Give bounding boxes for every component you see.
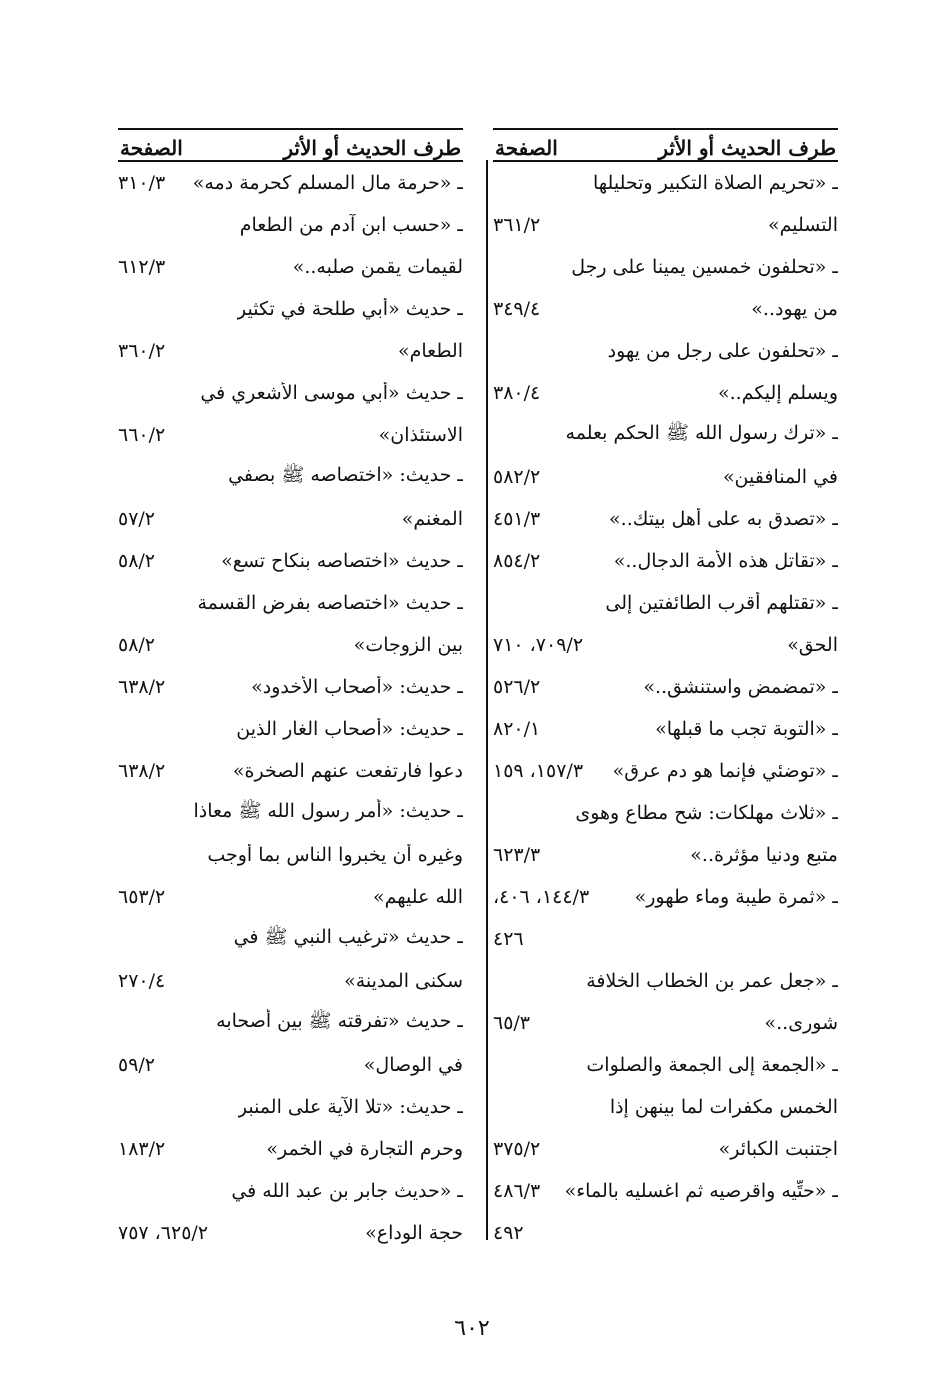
- index-line: [118, 1212, 463, 1254]
- entry-page-ref: ٢٧٠/٤: [118, 970, 166, 992]
- index-line: [493, 456, 838, 498]
- index-line: [118, 708, 463, 750]
- header-topic: طرف الحديث أو الأثر: [658, 136, 836, 160]
- entry-text: الخمس مكفرات لما بينهن إذا: [609, 1096, 838, 1118]
- index-line: [118, 666, 463, 708]
- column-divider: [486, 160, 488, 1240]
- index-line: [118, 162, 463, 204]
- index-line: [118, 372, 463, 414]
- entry-page-ref: ٦٦٠/٢: [118, 424, 166, 446]
- index-line: [493, 540, 838, 582]
- index-line: [493, 204, 838, 246]
- index-line: [118, 414, 463, 456]
- entry-text: ـ حديث «أبي موسى الأشعري في: [200, 382, 463, 404]
- entry-text: من يهود..»: [751, 298, 838, 320]
- entry-text: ـ «حسب ابن آدم من الطعام: [239, 214, 463, 236]
- entry-page-ref: ٨٢٠/١: [493, 718, 541, 740]
- header-page: الصفحة: [120, 136, 183, 160]
- index-line: [493, 1086, 838, 1128]
- index-line: [493, 876, 838, 918]
- entry-text: ـ «تحريم الصلاة التكبير وتحليلها: [593, 172, 838, 194]
- entry-text: الاستئذان»: [378, 424, 463, 446]
- index-line: [493, 498, 838, 540]
- entry-text: لقيمات يقمن صلبه..»: [292, 256, 463, 278]
- entry-page-ref: ٦٢٥/٢، ٧٥٧: [118, 1222, 209, 1244]
- index-line: [118, 624, 463, 666]
- index-line: [118, 750, 463, 792]
- entry-text: ـ «تحلفون على رجل من يهود: [607, 340, 838, 362]
- entry-text: دعوا فارتفعت عنهم الصخرة»: [232, 760, 463, 782]
- entry-page-ref: ٣٦٠/٢: [118, 340, 166, 362]
- index-line: [118, 1086, 463, 1128]
- index-line: [118, 330, 463, 372]
- entry-text: ـ «تحلفون خمسين يمينا على رجل: [571, 256, 838, 278]
- entry-text: ـ «التوبة تجب ما قبلها»: [655, 718, 838, 740]
- index-line: [493, 330, 838, 372]
- index-line: [118, 834, 463, 876]
- index-line: [493, 1044, 838, 1086]
- entry-text: ويسلم إليكم..»: [717, 382, 838, 404]
- index-line: [493, 372, 838, 414]
- index-line: [118, 246, 463, 288]
- entry-text: ـ حديث: «تلا الآية على المنبر: [237, 1096, 463, 1118]
- index-line: [493, 414, 838, 456]
- entry-page-ref: ٣٦١/٢: [493, 214, 541, 236]
- entry-text: المغنم»: [401, 508, 463, 530]
- entry-text: ـ حديث: «أمر رسول الله ﷺ معاذا: [193, 800, 463, 822]
- index-line: [118, 1044, 463, 1086]
- entry-page-ref: ٦٣٨/٢: [118, 676, 166, 698]
- header-topic: طرف الحديث أو الأثر: [283, 136, 461, 160]
- entry-page-ref: ٥٧/٢: [118, 508, 156, 530]
- entry-text: ـ «حتِّيه واقرصيه ثم اغسليه بالماء»: [564, 1180, 838, 1202]
- entry-text: ـ «ثمرة طيبة وماء طهور»: [634, 886, 838, 908]
- entry-text: ـ حديث «أبي طلحة في تكثير: [237, 298, 463, 320]
- entry-text: شورى..»: [764, 1012, 838, 1034]
- entry-text: حجة الوداع»: [365, 1222, 463, 1244]
- entry-text: ـ «تصدق به على أهل بيتك..»: [609, 508, 838, 530]
- entry-text: ـ «ثلاث مهلكات: شح مطاع وهوى: [575, 802, 838, 824]
- entry-page-ref: ٦٣٨/٢: [118, 760, 166, 782]
- index-line: [118, 1170, 463, 1212]
- entry-text: ـ حديث: «أصحاب الأخدود»: [251, 676, 463, 698]
- entry-text: ـ حديث «تفرقته ﷺ بين أصحابه: [216, 1010, 463, 1032]
- entry-page-ref: ٤٨٦/٣: [493, 1180, 541, 1202]
- entry-page-ref: ٨٥٤/٢: [493, 550, 541, 572]
- entry-page-ref: ٦٢٣/٣: [493, 844, 541, 866]
- entry-text: ـ «تمضمض واستنشق..»: [643, 676, 838, 698]
- entry-page-ref: ٧٠٩/٢، ٧١٠: [493, 634, 584, 656]
- entry-text: ـ حديث «ترغيب النبي ﷺ في: [233, 926, 463, 948]
- index-line: [118, 582, 463, 624]
- index-line: [118, 960, 463, 1002]
- index-line: [118, 1128, 463, 1170]
- index-column-right: [493, 128, 838, 1254]
- index-line: [493, 918, 838, 960]
- index-line: [118, 498, 463, 540]
- entry-text: الطعام»: [398, 340, 463, 362]
- index-line: [493, 582, 838, 624]
- entry-page-ref: ٥٨/٢: [118, 550, 156, 572]
- entry-page-ref: ٥٢٦/٢: [493, 676, 541, 698]
- entry-text: ـ حديث: «اختصاصه ﷺ بصفي: [228, 464, 463, 486]
- header-page: الصفحة: [495, 136, 558, 160]
- index-column-left: [118, 128, 463, 1254]
- index-entries-left: [118, 162, 463, 1254]
- entry-page-ref: ٦١٢/٣: [118, 256, 166, 278]
- entry-text: الله عليهم»: [373, 886, 463, 908]
- entry-text: ـ «الجمعة إلى الجمعة والصلوات: [586, 1054, 838, 1076]
- entry-text: ـ «جعل عمر بن الخطاب الخلافة: [586, 970, 838, 992]
- index-line: [118, 1002, 463, 1044]
- entry-text: ـ «حديث جابر بن عبد الله في: [231, 1180, 463, 1202]
- entry-text: بين الزوجات»: [353, 634, 463, 656]
- entry-page-ref: ٤٢٦: [493, 928, 524, 950]
- index-line: [493, 1128, 838, 1170]
- entry-text: ـ «حرمة مال المسلم كحرمة دمه»: [192, 172, 463, 194]
- index-line: [118, 918, 463, 960]
- entry-text: ـ حديث «اختصاصه بنكاح تسع»: [221, 550, 463, 572]
- entry-text: وحرم التجارة في الخمر»: [266, 1138, 463, 1160]
- index-line: [493, 624, 838, 666]
- entry-text: في المنافقين»: [722, 466, 838, 488]
- entry-page-ref: ٣٧٥/٢: [493, 1138, 541, 1160]
- entry-text: ـ «توضئي فإنما هو دم عرق»: [612, 760, 838, 782]
- index-line: [493, 246, 838, 288]
- entry-page-ref: ٦٥٣/٢: [118, 886, 166, 908]
- index-entries-right: [493, 162, 838, 1254]
- entry-text: متبع ودنيا مؤثرة..»: [690, 844, 838, 866]
- entry-page-ref: ٣٤٩/٤: [493, 298, 541, 320]
- entry-page-ref: ١٥٧/٣، ١٥٩: [493, 760, 584, 782]
- index-line: [493, 834, 838, 876]
- index-line: [493, 1002, 838, 1044]
- entry-page-ref: ١٨٣/٢: [118, 1138, 166, 1160]
- entry-page-ref: ١٤٤/٣، ٤٠٦،: [493, 886, 590, 908]
- index-line: [493, 1170, 838, 1212]
- entry-text: التسليم»: [767, 214, 838, 236]
- entry-page-ref: ٥٨٢/٢: [493, 466, 541, 488]
- index-line: [493, 1212, 838, 1254]
- column-header: [118, 128, 463, 162]
- entry-text: سكنى المدينة»: [344, 970, 463, 992]
- entry-text: اجتنبت الكبائر»: [718, 1138, 838, 1160]
- index-line: [493, 708, 838, 750]
- entry-text: وغيره أن يخبروا الناس بما أوجب: [207, 844, 463, 866]
- index-line: [118, 456, 463, 498]
- entry-page-ref: ٣١٠/٣: [118, 172, 166, 194]
- index-line: [118, 540, 463, 582]
- entry-text: ـ «تقاتل هذه الأمة الدجال..»: [613, 550, 838, 572]
- index-line: [118, 204, 463, 246]
- entry-page-ref: ٤٩٢: [493, 1222, 524, 1244]
- entry-text: الحق»: [787, 634, 838, 656]
- entry-page-ref: ٦٥/٣: [493, 1012, 531, 1034]
- entry-text: ـ حديث: «أصحاب الغار الذين: [236, 718, 463, 740]
- entry-text: ـ حديث «اختصاصه بفرض القسمة: [197, 592, 463, 614]
- entry-text: ـ «ترك رسول الله ﷺ الحكم بعلمه: [565, 422, 838, 444]
- index-line: [493, 666, 838, 708]
- index-line: [118, 288, 463, 330]
- entry-page-ref: ٣٨٠/٤: [493, 382, 541, 404]
- entry-text: ـ «تقتلهم أقرب الطائفتين إلى: [605, 592, 838, 614]
- entry-page-ref: ٥٩/٢: [118, 1054, 156, 1076]
- entry-page-ref: ٥٨/٢: [118, 634, 156, 656]
- index-line: [493, 162, 838, 204]
- index-line: [493, 960, 838, 1002]
- index-line: [493, 750, 838, 792]
- entry-page-ref: ٤٥١/٣: [493, 508, 541, 530]
- page-number: ٦٠٢: [454, 1316, 490, 1341]
- index-line: [118, 792, 463, 834]
- index-line: [118, 876, 463, 918]
- index-line: [493, 288, 838, 330]
- entry-text: في الوصال»: [363, 1054, 463, 1076]
- index-line: [493, 792, 838, 834]
- column-header: [493, 128, 838, 162]
